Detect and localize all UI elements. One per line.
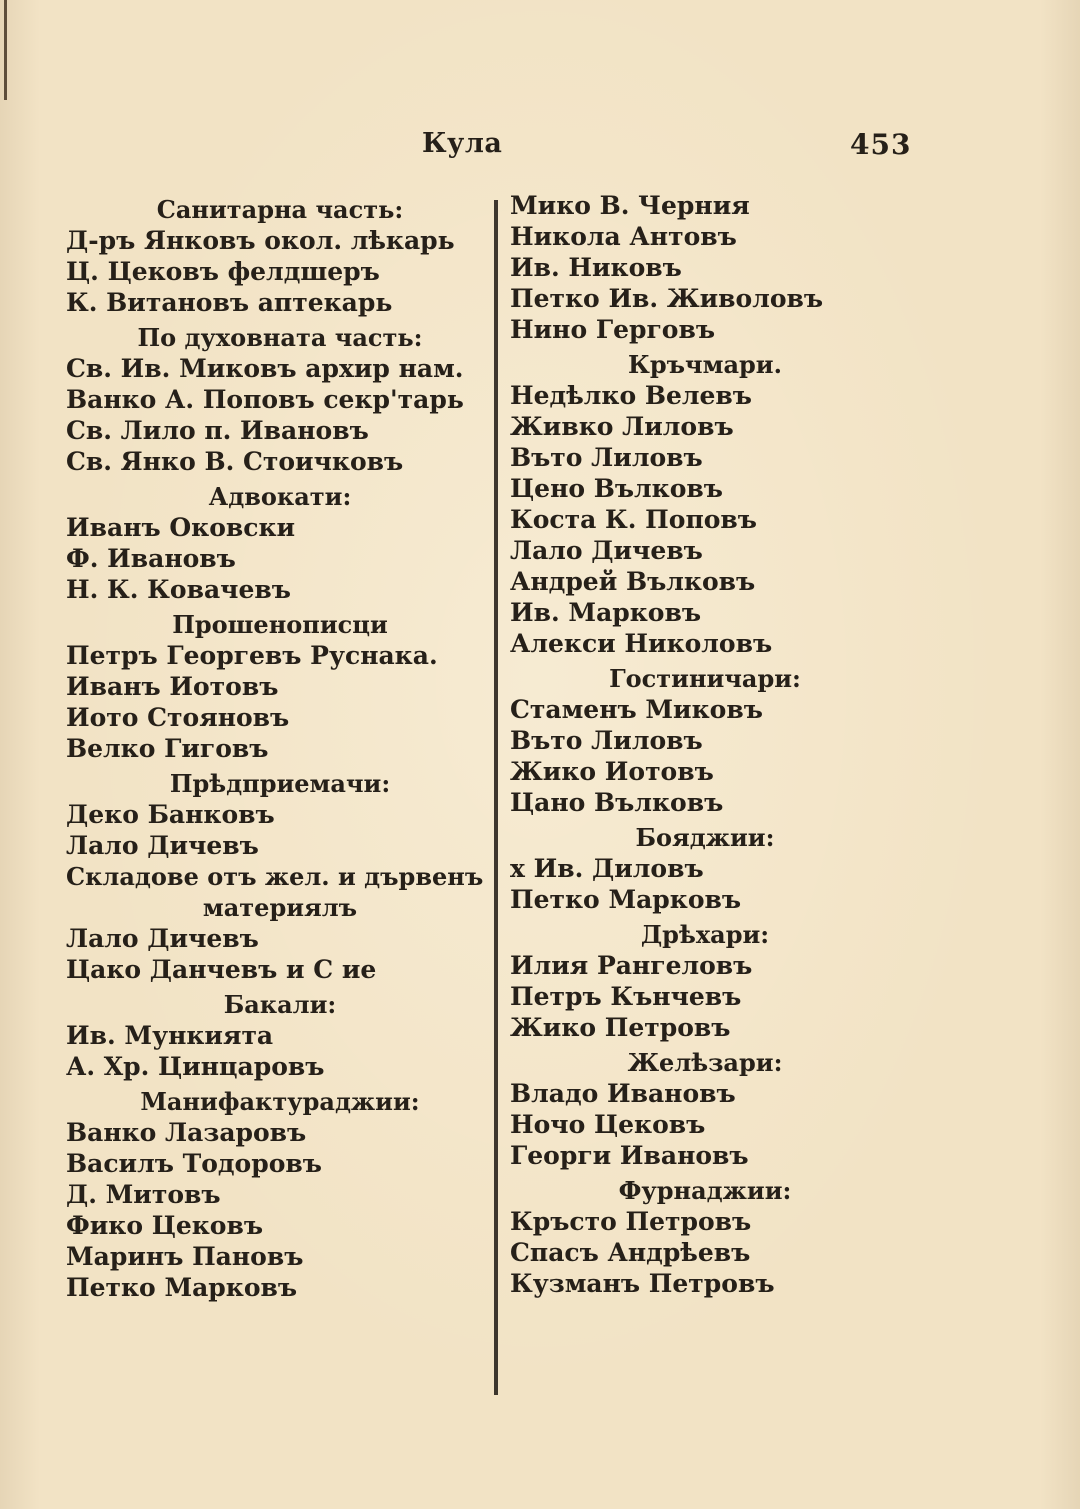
- directory-entry: Въто Лиловъ: [510, 443, 703, 472]
- directory-section: [66, 481, 494, 605]
- directory-entry: Д-ръ Янковъ окол. лѣкарь: [66, 226, 455, 255]
- directory-entry: Св. Янко В. Стоичковъ: [66, 447, 404, 476]
- directory-entry: Иото Стояновъ: [66, 703, 290, 732]
- directory-entry: Петко Марковъ: [510, 885, 742, 914]
- directory-section: [66, 1086, 494, 1303]
- directory-entry: Цако Данчевъ и С ие: [66, 955, 377, 984]
- directory-entry: Илия Рангеловъ: [510, 951, 753, 980]
- directory-entry: Живко Лиловъ: [510, 412, 734, 441]
- directory-entry: Лало Дичевъ: [66, 831, 259, 860]
- wrapped-heading-line: материялъ: [202, 893, 358, 922]
- directory-entry: Никола Антовъ: [510, 222, 737, 251]
- directory-entry: Фико Цековъ: [66, 1211, 264, 1240]
- directory-section: [500, 663, 810, 818]
- directory-entry: Алекси Николовъ: [510, 629, 773, 658]
- directory-entry: Св. Лило п. Ивановъ: [66, 416, 369, 445]
- directory-entry: Ванко А. Поповъ секр'тарь: [66, 385, 464, 414]
- directory-entry: Лало Дичевъ: [510, 536, 703, 565]
- directory-section: [500, 349, 810, 659]
- directory-entry: Иванъ Иотовъ: [66, 672, 279, 701]
- section-heading: Бояджии:: [635, 823, 775, 852]
- directory-section: [500, 919, 810, 1043]
- directory-entry: Велко Гиговъ: [66, 734, 269, 763]
- directory-section: [66, 194, 494, 318]
- directory-section: [66, 322, 494, 477]
- directory-section: [66, 609, 494, 764]
- directory-entry: Ив. Мункията: [66, 1021, 274, 1050]
- directory-entry: Мико В. Черния: [510, 191, 750, 220]
- directory-entry: Ванко Лазаровъ: [66, 1118, 307, 1147]
- section-heading: Адвокати:: [208, 482, 352, 511]
- directory-entry: Ф. Ивановъ: [66, 544, 236, 573]
- section-heading: Желѣзари:: [627, 1048, 783, 1077]
- directory-entry: Недѣлко Велевъ: [510, 381, 752, 410]
- directory-entry: Петко Марковъ: [66, 1273, 298, 1302]
- directory-entry: Кръсто Петровъ: [510, 1207, 752, 1236]
- directory-entry: Стаменъ Миковъ: [510, 695, 763, 724]
- directory-entry: Василъ Тодоровъ: [66, 1149, 322, 1178]
- directory-section: [66, 989, 494, 1082]
- directory-section: [500, 822, 810, 915]
- directory-entry: Д. Митовъ: [66, 1180, 221, 1209]
- page-title: Кула: [422, 128, 503, 159]
- directory-section: [500, 1047, 810, 1171]
- directory-entry: Ив. Марковъ: [510, 598, 702, 627]
- directory-entry: Иванъ Оковски: [66, 513, 296, 542]
- directory-section: [500, 190, 824, 345]
- directory-entry: Деко Банковъ: [66, 800, 275, 829]
- section-heading: Прошенописци: [172, 610, 388, 639]
- directory-entry: Георги Ивановъ: [510, 1141, 749, 1170]
- directory-entry: А. Хр. Цинцаровъ: [66, 1052, 325, 1081]
- right-column: [500, 190, 824, 1299]
- directory-entry: Коста К. Поповъ: [510, 505, 757, 534]
- directory-entry: Жико Петровъ: [510, 1013, 731, 1042]
- directory-entry: Въто Лиловъ: [510, 726, 703, 755]
- directory-entry: Ив. Никовъ: [510, 253, 682, 282]
- directory-entry: Ц. Цековъ фелдшеръ: [66, 257, 380, 286]
- directory-entry: Андрей Вълковъ: [510, 567, 756, 596]
- directory-entry: Кузманъ Петровъ: [510, 1269, 775, 1298]
- directory-entry: Цено Вълковъ: [510, 474, 723, 503]
- section-heading: Санитарна часть:: [156, 195, 404, 224]
- page-number: 453: [850, 128, 912, 161]
- spine-mark: [4, 0, 7, 100]
- directory-section: [500, 1175, 810, 1299]
- directory-section: [66, 768, 494, 861]
- section-heading: Фурнаджии:: [618, 1176, 792, 1205]
- directory-entry: Петръ Георгевъ Руснака.: [66, 641, 438, 670]
- column-divider: [494, 200, 498, 1395]
- section-heading: Бакали:: [223, 990, 337, 1019]
- left-column: [66, 190, 494, 1303]
- directory-section: [66, 861, 494, 985]
- directory-entry: Лало Дичевъ: [66, 924, 259, 953]
- section-heading: Манифактураджии:: [140, 1087, 420, 1116]
- directory-entry: Маринъ Пановъ: [66, 1242, 304, 1271]
- section-heading: Кръчмари.: [628, 350, 782, 379]
- directory-entry: К. Витановъ аптекарь: [66, 288, 393, 317]
- directory-entry: х Ив. Диловъ: [510, 854, 704, 883]
- directory-entry: Жико Иотовъ: [510, 757, 714, 786]
- directory-entry: Спасъ Андрѣевъ: [510, 1238, 751, 1267]
- directory-entry: Петръ Кънчевъ: [510, 982, 742, 1011]
- directory-entry: Цано Вълковъ: [510, 788, 724, 817]
- directory-entry: Ночо Цековъ: [510, 1110, 706, 1139]
- section-heading-wrapped: [66, 861, 494, 923]
- directory-entry: Н. К. Ковачевъ: [66, 575, 291, 604]
- directory-entry: Петко Ив. Живоловъ: [510, 284, 824, 313]
- directory-entry: Св. Ив. Миковъ архир нам.: [66, 354, 464, 383]
- section-heading: По духовната часть:: [137, 323, 423, 352]
- section-heading: Прѣдприемачи:: [169, 769, 391, 798]
- section-heading: Гостиничари:: [609, 664, 801, 693]
- directory-entry: Нино Герговъ: [510, 315, 716, 344]
- section-heading: Дрѣхари:: [640, 920, 770, 949]
- wrapped-heading-line: Складове отъ жел. и дървенъ: [66, 862, 484, 891]
- directory-entry: Владо Ивановъ: [510, 1079, 736, 1108]
